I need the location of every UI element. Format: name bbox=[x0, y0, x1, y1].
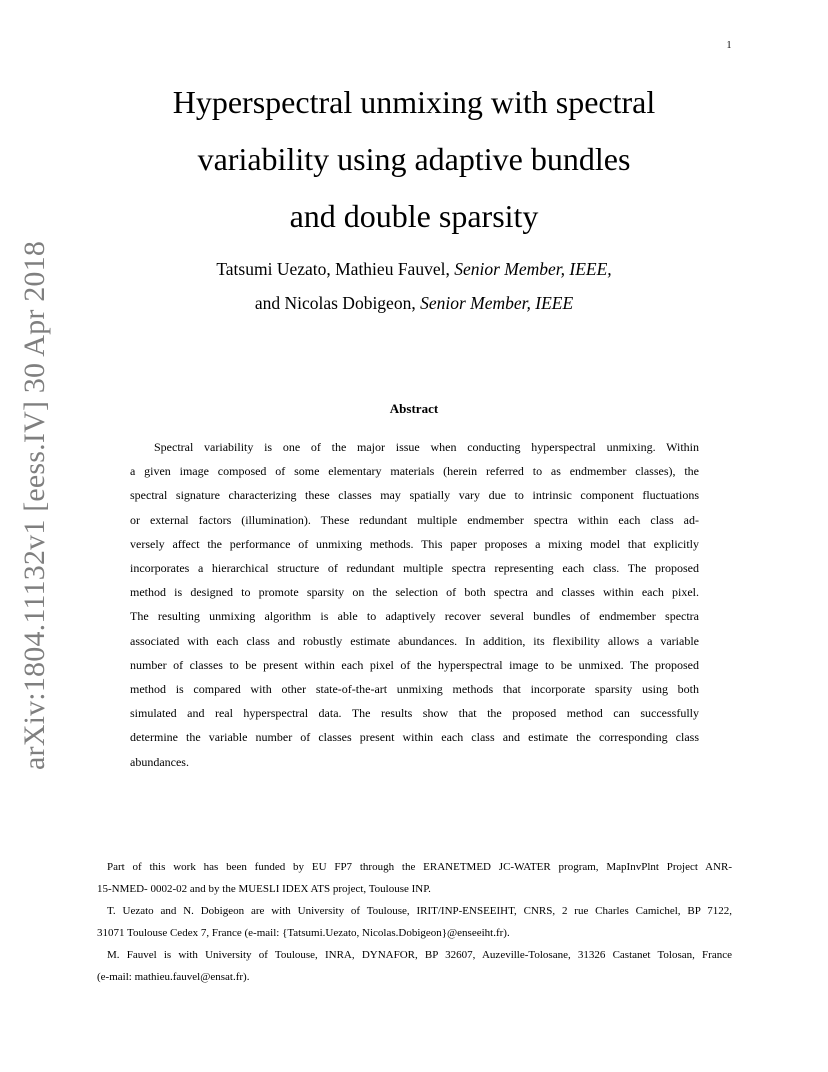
abstract-line: abundances. bbox=[130, 754, 189, 769]
abstract-line: determine the variable number of classes present within each class and estimate the corresponding class bbox=[130, 730, 699, 745]
author-list bbox=[100, 252, 728, 320]
author-names: Tatsumi Uezato, Mathieu Fauvel, bbox=[216, 259, 455, 279]
abstract-line: simulated and real hyperspectral data. The results show that the proposed method can successfully bbox=[130, 706, 699, 721]
abstract-line: number of classes to be present within each pixel of the hyperspectral image to be unmixed. The proposed bbox=[130, 657, 699, 672]
abstract-line: associated with each class and robustly estimate abundances. In addition, its flexibility allows a variable bbox=[130, 633, 699, 648]
paper-title bbox=[100, 74, 728, 245]
abstract-heading: Abstract bbox=[389, 401, 439, 416]
footnotes bbox=[97, 856, 732, 988]
page-number: 1 bbox=[726, 40, 732, 51]
title-line: Hyperspectral unmixing with spectral bbox=[172, 84, 656, 120]
title-line: variability using adaptive bundles bbox=[197, 141, 631, 177]
abstract-line: method is designed to promote sparsity on the selection of both spectra and classes within each pixel. bbox=[130, 585, 699, 600]
funding-footnote-line: Part of this work has been funded by EU FP7 through the ERANETMED JC-WATER program, MapInvPlnt Project ANR- bbox=[107, 861, 732, 873]
author-line bbox=[100, 286, 728, 320]
author-names: and Nicolas Dobigeon, bbox=[254, 293, 421, 313]
author-membership: Senior Member, IEEE bbox=[420, 293, 574, 313]
abstract-line: incorporates a hierarchical structure of redundant multiple spectra representing each class. The proposed bbox=[130, 561, 699, 576]
abstract-line: method is compared with other state-of-the-art unmixing methods that incorporate sparsity using both bbox=[130, 682, 699, 697]
title-line: and double sparsity bbox=[289, 198, 539, 234]
abstract-body bbox=[130, 435, 699, 774]
abstract-line: The resulting unmixing algorithm is able to adaptively recover several bundles of endmember spectra bbox=[130, 609, 699, 624]
abstract-line: versely affect the performance of unmixing methods. This paper proposes a mixing model that explicitly bbox=[130, 536, 699, 551]
funding-footnote-line: 15-NMED- 0002-02 and by the MUESLI IDEX ATS project, Toulouse INP. bbox=[97, 883, 431, 895]
arxiv-identifier-stamp: arXiv:1804.11132v1 [eess.IV] 30 Apr 2018 bbox=[18, 240, 51, 770]
affiliation-footnote-line: (e-mail: mathieu.fauvel@ensat.fr). bbox=[97, 971, 250, 983]
affiliation-footnote-line: T. Uezato and N. Dobigeon are with University of Toulouse, IRIT/INP-ENSEEIHT, CNRS, 2 rue Charles Camichel, BP 7122, bbox=[107, 905, 732, 917]
abstract-line: or external factors (illumination). These redundant multiple endmember spectra within each class ad- bbox=[130, 512, 699, 527]
author-line bbox=[100, 252, 728, 286]
abstract-line: spectral signature characterizing these classes may spatially vary due to intrinsic component fluctuations bbox=[130, 488, 699, 503]
affiliation-footnote-line: M. Fauvel is with University of Toulouse, INRA, DYNAFOR, BP 32607, Auzeville-Tolosane, 31326 Castanet Tolosan, France bbox=[107, 949, 732, 961]
abstract-line: a given image composed of some elementary materials (herein referred to as endmember classes), the bbox=[130, 464, 699, 479]
author-membership: Senior Member, IEEE, bbox=[454, 259, 612, 279]
affiliation-footnote-line: 31071 Toulouse Cedex 7, France (e-mail: {Tatsumi.Uezato, Nicolas.Dobigeon}@enseeiht.fr). bbox=[97, 927, 510, 939]
abstract-line: Spectral variability is one of the major issue when conducting hyperspectral unmixing. Within bbox=[154, 440, 699, 454]
